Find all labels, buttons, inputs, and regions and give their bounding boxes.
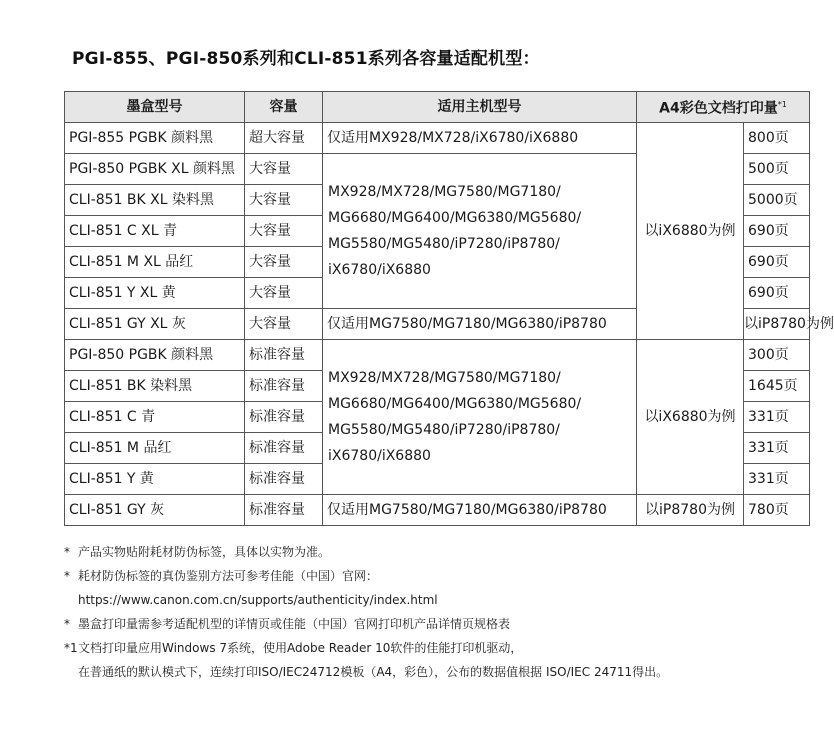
footnote-1	[64, 540, 809, 564]
footnote-4-continued: 在普通纸的默认模式下，连续打印ISO/IEC24712模板（A4，彩色），公布的数据值根据 ISO/IEC 24711得出。	[78, 665, 669, 679]
capacity-cell: 大容量	[245, 309, 323, 340]
capacity-cell: 大容量	[245, 185, 323, 216]
reference-cell: 以iX6880为例	[637, 340, 744, 495]
header-cartridge: 墨盒型号	[65, 92, 245, 123]
yield-cell: 500页	[744, 154, 810, 185]
cartridge-cell: CLI-851 Y XL 黄	[65, 278, 245, 309]
capacity-cell: 标准容量	[245, 433, 323, 464]
capacity-cell: 标准容量	[245, 402, 323, 433]
footnote-text: 产品实物贴附耗材防伪标签，具体以实物为准。	[78, 545, 331, 559]
yield-cell: 331页	[744, 402, 810, 433]
footnote-marker: *	[64, 569, 70, 583]
header-yield	[637, 92, 810, 123]
footnote-text: 耗材防伪标签的真伪鉴别方法可参考佳能（中国）官网：	[78, 569, 379, 583]
yield-cell: 690页	[744, 216, 810, 247]
cartridge-cell: PGI-855 PGBK 颜料黑	[65, 123, 245, 154]
models-cell: 仅适用MG7580/MG7180/MG6380/iP8780	[323, 495, 637, 526]
cartridge-cell: CLI-851 M XL 品红	[65, 247, 245, 278]
header-models: 适用主机型号	[323, 92, 637, 123]
capacity-cell: 超大容量	[245, 123, 323, 154]
models-cell: 仅适用MX928/MX728/iX6780/iX6880	[323, 123, 637, 154]
reference-cell: 以iX6880为例	[637, 123, 744, 340]
cartridge-cell: CLI-851 C 青	[65, 402, 245, 433]
cartridge-cell: CLI-851 Y 黄	[65, 464, 245, 495]
models-cell: MX928/MX728/MG7580/MG7180/ MG6680/MG6400/MG6380/MG5680/ MG5580/MG5480/iP7280/iP8780/ iX6780/iX6880	[323, 154, 637, 309]
capacity-cell: 标准容量	[245, 371, 323, 402]
capacity-cell: 大容量	[245, 278, 323, 309]
capacity-cell: 大容量	[245, 154, 323, 185]
yield-cell: 300页	[744, 340, 810, 371]
footnote-4	[64, 636, 809, 660]
models-cell: 仅适用MG7580/MG7180/MG6380/iP8780	[323, 309, 637, 340]
cartridge-cell: CLI-851 BK 染料黑	[65, 371, 245, 402]
yield-cell: 5000页	[744, 185, 810, 216]
footnote-text: 墨盒打印量需参考适配机型的详情页或佳能（中国）官网打印机产品详情页规格表	[78, 617, 511, 631]
footnote-2	[64, 564, 809, 588]
table-row	[65, 495, 810, 526]
models-cell: MX928/MX728/MG7580/MG7180/ MG6680/MG6400/MG6380/MG5680/ MG5580/MG5480/iP7280/iP8780/ iX6780/iX6880	[323, 340, 637, 495]
cartridge-cell: CLI-851 GY 灰	[65, 495, 245, 526]
capacity-cell: 大容量	[245, 216, 323, 247]
table-row	[65, 340, 810, 371]
cartridge-cell: CLI-851 C XL 青	[65, 216, 245, 247]
reference-cell: 以iP8780为例	[637, 495, 744, 526]
cartridge-cell: CLI-851 GY XL 灰	[65, 309, 245, 340]
capacity-cell: 标准容量	[245, 464, 323, 495]
page-title: PGI-855、PGI-850系列和CLI-851系列各容量适配机型：	[72, 49, 540, 69]
yield-cell: 800页	[744, 123, 810, 154]
header-yield-footnote: *1	[777, 100, 787, 110]
footnote-text: 文档打印量应用Windows 7系统，使用Adobe Reader 10软件的佳能打印机驱动，	[78, 641, 523, 655]
reference-cell: 以iP8780为例	[744, 309, 810, 340]
footnote-marker: *1	[64, 641, 78, 655]
table-row	[65, 123, 810, 154]
header-yield-label: A4彩色文档打印量	[659, 100, 778, 117]
authenticity-url[interactable]: https://www.canon.com.cn/supports/authenticity/index.html	[78, 593, 438, 607]
yield-cell: 780页	[744, 495, 810, 526]
capacity-cell: 标准容量	[245, 495, 323, 526]
header-capacity: 容量	[245, 92, 323, 123]
footnotes	[64, 540, 809, 684]
capacity-cell: 标准容量	[245, 340, 323, 371]
cartridge-cell: PGI-850 PGBK XL 颜料黑	[65, 154, 245, 185]
cartridge-cell: PGI-850 PGBK 颜料黑	[65, 340, 245, 371]
yield-cell: 331页	[744, 433, 810, 464]
yield-cell: 1645页	[744, 371, 810, 402]
yield-cell: 331页	[744, 464, 810, 495]
table-header-row	[65, 92, 810, 123]
cartridge-cell: CLI-851 M 品红	[65, 433, 245, 464]
compatibility-table	[64, 91, 834, 526]
yield-cell: 690页	[744, 247, 810, 278]
yield-cell: 690页	[744, 278, 810, 309]
footnote-marker: *	[64, 545, 70, 559]
footnote-3	[64, 612, 809, 636]
cartridge-cell: CLI-851 BK XL 染料黑	[65, 185, 245, 216]
capacity-cell: 大容量	[245, 247, 323, 278]
footnote-marker: *	[64, 617, 70, 631]
